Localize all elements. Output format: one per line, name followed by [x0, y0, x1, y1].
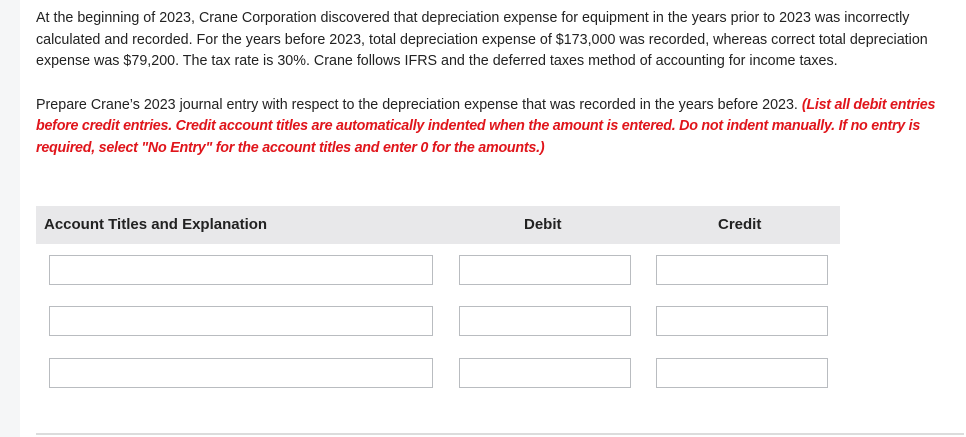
table-row [36, 348, 840, 400]
account-title-input[interactable] [49, 358, 433, 388]
account-title-input[interactable] [49, 255, 433, 285]
debit-input[interactable] [459, 255, 631, 285]
debit-input[interactable] [459, 358, 631, 388]
debit-input[interactable] [459, 306, 631, 336]
credit-input[interactable] [656, 255, 828, 285]
problem-statement: At the beginning of 2023, Crane Corporation discovered that depreciation expense for equipment in the years prior to 2023 was incorrectly calculated and recorded. For the years before 2023, total depreciation expense of $173,000 was recorded, whereas correct total depreciation expense was $79,200. The tax rate is 30%. Crane follows IFRS and the deferred taxes method of accounting for income taxes. [36, 10, 928, 69]
question-content [36, 8, 964, 159]
table-header [36, 206, 840, 244]
question-prompt [36, 95, 964, 160]
credit-input[interactable] [656, 358, 828, 388]
divider [36, 433, 964, 435]
header-account-titles: Account Titles and Explanation [44, 216, 268, 233]
prompt-text: Prepare Crane’s 2023 journal entry with respect to the depreciation expense that was recorded in the years before 2023. [36, 96, 802, 113]
journal-entry-table [36, 206, 840, 400]
header-credit: Credit [718, 216, 762, 233]
table-row [36, 244, 840, 296]
account-title-input[interactable] [49, 306, 433, 336]
left-gutter [0, 0, 20, 437]
header-debit: Debit [524, 216, 562, 233]
credit-input[interactable] [656, 306, 828, 336]
instruction-text: (List all debit entries before credit entries. Credit account titles are automatically indented when the amount is entered. Do not indent manually. If no entry is required, select "No Entry" for the account titles and enter 0 for the amounts.) [36, 96, 936, 156]
table-row [36, 296, 840, 348]
